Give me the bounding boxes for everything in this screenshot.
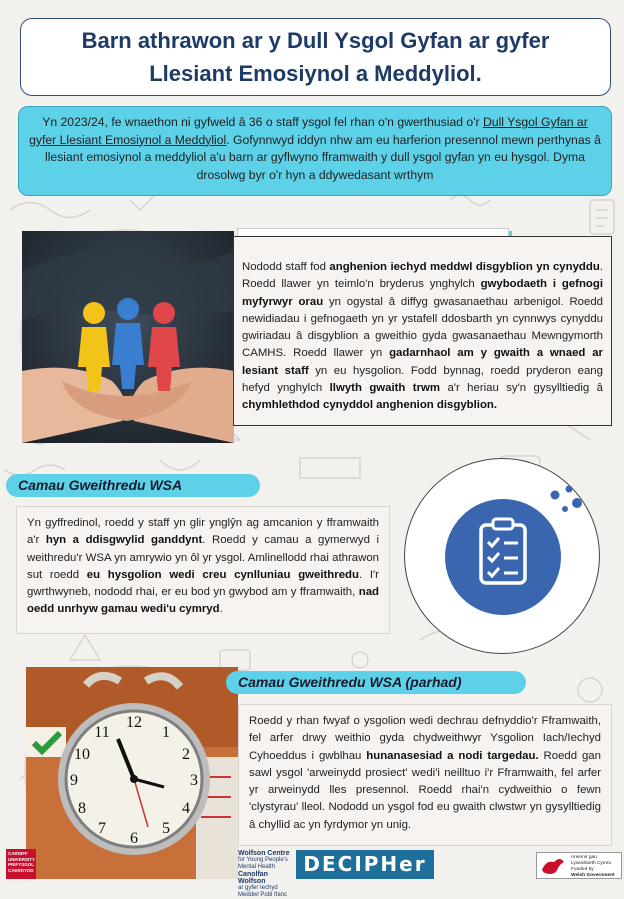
svg-text:4: 4 [182, 800, 190, 817]
section1-body: Nododd staff fod anghenion iechyd meddwl disgyblion yn cynyddu. Roedd llawer yn teimlo'n bryderus ynghylch gwybodaeth i gefnogi myfyrwyr orau yn ogystal â diffyg gwasanaethau arbenigol. Roedd newidiadau i gefnogaeth yn yr ystafell ddosbarth yn cynnwys cynyddu gwiriadau â disgyblion a gweithio gyda gwasanaethau Mewngymorth CAMHS. Roedd llawer yn gadarnhaol am y gwaith a wnaed ar lesiant staff yn eu hysgolion. Fodd bynnag, roedd pryderon eang hefyd ynghylch llwyth gwaith trwm a'r heriau sy'n gysylltiedig â chymhlethdod cynyddol anghenion disgyblion. [233, 236, 612, 426]
cardiff-university-logo: CARDIFF UNIVERSITY PRIFYSGOL CAERDYDD [6, 849, 36, 879]
intro-text-before: Yn 2023/24, fe wnaethon ni gyfweld â 36 o staff ysgol fel rhan o'n gwerthusiad o'r [42, 115, 483, 129]
svg-text:9: 9 [70, 772, 78, 789]
svg-text:6: 6 [130, 830, 138, 847]
dragon-icon [540, 856, 566, 876]
svg-text:7: 7 [98, 820, 106, 837]
svg-text:11: 11 [94, 724, 110, 741]
page-title: Barn athrawon ar y Dull Ysgol Gyfan ar gyfer Llesiant Emosiynol a Meddyliol. [20, 18, 611, 96]
hands-figures-image [20, 229, 232, 441]
section3-body: Roedd y rhan fwyaf o ysgolion wedi dechrau defnyddio'r Fframwaith, fel arfer drwy weithio gyda chydweithwyr Ysgolion Iach/Iechyd Cyhoeddus i gwblhau hunanasesiad a nodi targedau. Roedd gan sawl ysgol 'arweinydd prosiect' wedi'i neilltuo i'r Fframwaith, fel arfer yr arweinydd lles presennol. Roedd rhai'n cydweithio o fewn 'clystyrau' lleol. Nododd un ysgol fod eu gwaith clwstwr yn gysylltiedig â chyllid ac yn fyrdymor yn unig. [238, 704, 612, 846]
framework-link[interactable]: Dull Ysgol Gyfan ar gyfer Llesiant Emosiynol a Meddyliol [29, 115, 588, 147]
clipboard-checklist-icon [404, 458, 600, 654]
welsh-government-logo: Ariennir gan Lywodraeth Cymru Funded by Welsh Government [536, 852, 622, 879]
section2-body: Yn gyffredinol, roedd y staff yn glir ynglŷn ag amcanion y fframwaith a'r hyn a ddisgwylid ganddynt. Roedd y camau a gymerwyd i weithredu'r WSA yn amrywio yn ôl yr ysgol. Amlinellodd rhai athrawon sut roedd eu hysgolion wedi creu cynlluniau gweithredu. I'r gwrthwyneb, nododd rhai, er eu bod yn gwybod am y fframwaith, nad oedd unrhyw gamau wedi'u cymryd. [16, 506, 390, 634]
svg-text:8: 8 [78, 800, 86, 817]
intro-panel [18, 106, 612, 196]
svg-text:2: 2 [182, 746, 190, 763]
svg-text:10: 10 [74, 746, 90, 763]
section2-title: Camau Gweithredu WSA [6, 474, 260, 497]
intro-text-after: . Gofynnwyd iddyn nhw am eu harferion presennol mewn perthynas â llesiant emosiynol a meddyliol a'u barn ar gyflwyno fframwaith y dull ysgol gyfan yn eu hysgol. Dyma drosolwg byr o'r hyn a ddywedasant wrthym [45, 132, 601, 182]
alarm-clock-image [24, 665, 236, 877]
wolfson-centre-logo: Wolfson Centre for Young People's Mental Health Canolfan Wolfson ar gyfer Iechyd Meddwl Pobl Ifanc [238, 850, 290, 898]
section3-title: Camau Gweithredu WSA (parhad) [226, 671, 526, 694]
decipher-logo: DECIPHer [296, 850, 434, 879]
svg-text:12: 12 [126, 714, 142, 731]
svg-text:1: 1 [162, 724, 170, 741]
svg-text:3: 3 [190, 772, 198, 789]
svg-text:5: 5 [162, 820, 170, 837]
